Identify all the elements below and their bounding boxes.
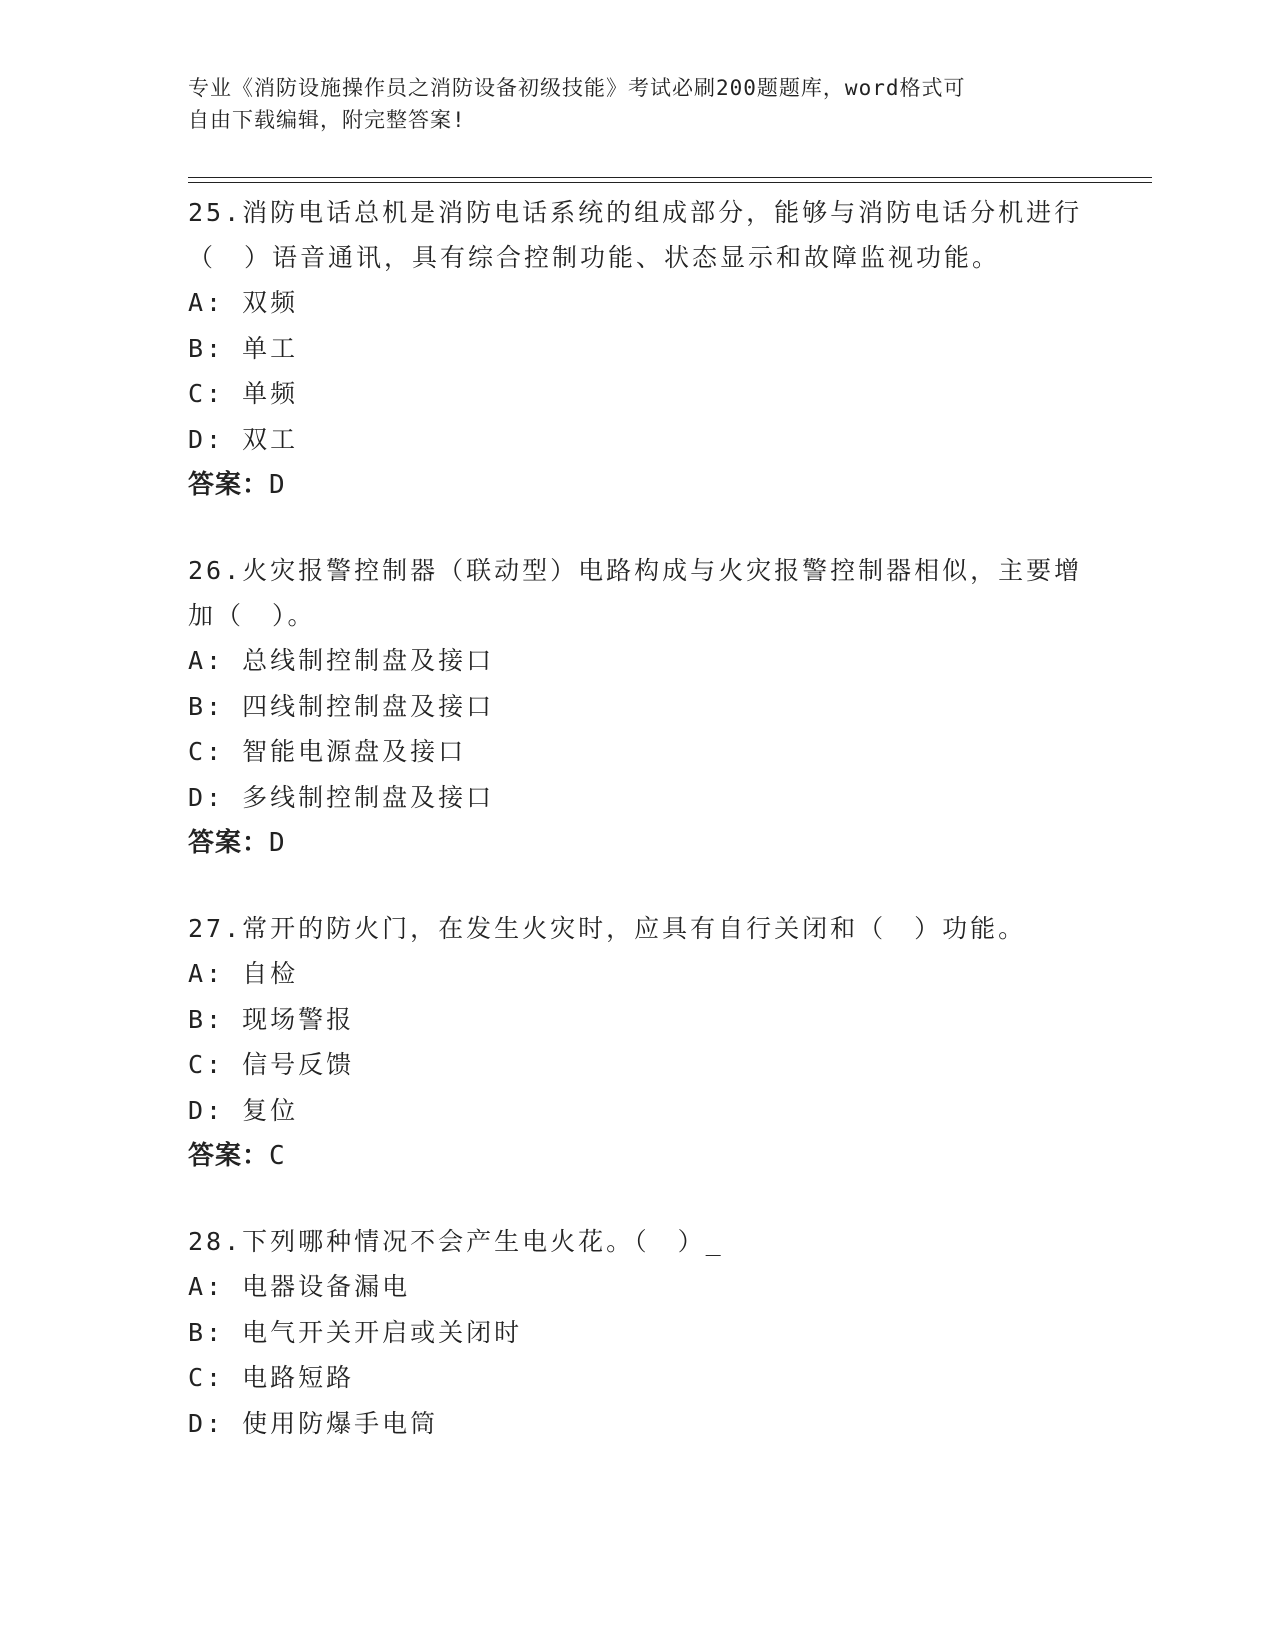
- question-28: [188, 1219, 1088, 1446]
- answer-label: 答案：: [188, 470, 270, 500]
- question-stem: 25.消防电话总机是消防电话系统的组成部分，能够与消防电话分机进行（ ）语音通讯，具有综合控制功能、状态显示和故障监视功能。: [188, 198, 1083, 272]
- option-a: A: 双频: [188, 288, 299, 317]
- option-d: D: 使用防爆手电筒: [188, 1408, 439, 1438]
- option-d: D: 多线制控制盘及接口: [188, 782, 495, 812]
- answer-label: 答案：: [188, 828, 270, 858]
- question-27: [188, 906, 1088, 1179]
- option-b: B: 四线制控制盘及接口: [188, 691, 495, 721]
- option-a: A: 自检: [188, 959, 299, 988]
- option-c: C: 信号反馈: [188, 1050, 355, 1079]
- answer-label: 答案：: [188, 1141, 270, 1171]
- question-stem: 28.下列哪种情况不会产生电火花。（ ）_: [188, 1227, 724, 1256]
- answer-line: [188, 1133, 1088, 1179]
- question-stem: 27.常开的防火门，在发生火灾时，应具有自行关闭和（ ）功能。: [188, 914, 1027, 943]
- answer-line: [188, 820, 1088, 866]
- option-c: C: 电路短路: [188, 1363, 355, 1392]
- answer-line: [188, 462, 1088, 508]
- question-25: [188, 190, 1088, 508]
- option-a: A: 电器设备漏电: [188, 1272, 411, 1301]
- header-line-1: 专业《消防设施操作员之消防设备初级技能》考试必刷200题题库，word格式可: [188, 76, 966, 100]
- question-stem: 26.火灾报警控制器（联动型）电路构成与火灾报警控制器相似，主要增加（ ）。: [188, 556, 1083, 630]
- option-b: B: 现场警报: [188, 1004, 355, 1034]
- answer-value: C: [269, 1141, 286, 1171]
- header-line-2: 自由下载编辑，附完整答案!: [188, 108, 466, 132]
- option-b: B: 单工: [188, 333, 299, 363]
- document-header: [188, 72, 1068, 136]
- header-rule-bottom: [188, 182, 1152, 183]
- option-a: A: 总线制控制盘及接口: [188, 646, 495, 675]
- answer-value: D: [269, 470, 286, 500]
- option-c: C: 智能电源盘及接口: [188, 737, 467, 766]
- header-rule-top: [188, 177, 1152, 178]
- option-b: B: 电气开关开启或关闭时: [188, 1317, 523, 1347]
- answer-value: D: [269, 828, 286, 858]
- option-c: C: 单频: [188, 379, 299, 408]
- option-d: D: 双工: [188, 424, 299, 454]
- question-list: [188, 190, 1088, 1486]
- option-d: D: 复位: [188, 1095, 299, 1125]
- question-26: [188, 548, 1088, 866]
